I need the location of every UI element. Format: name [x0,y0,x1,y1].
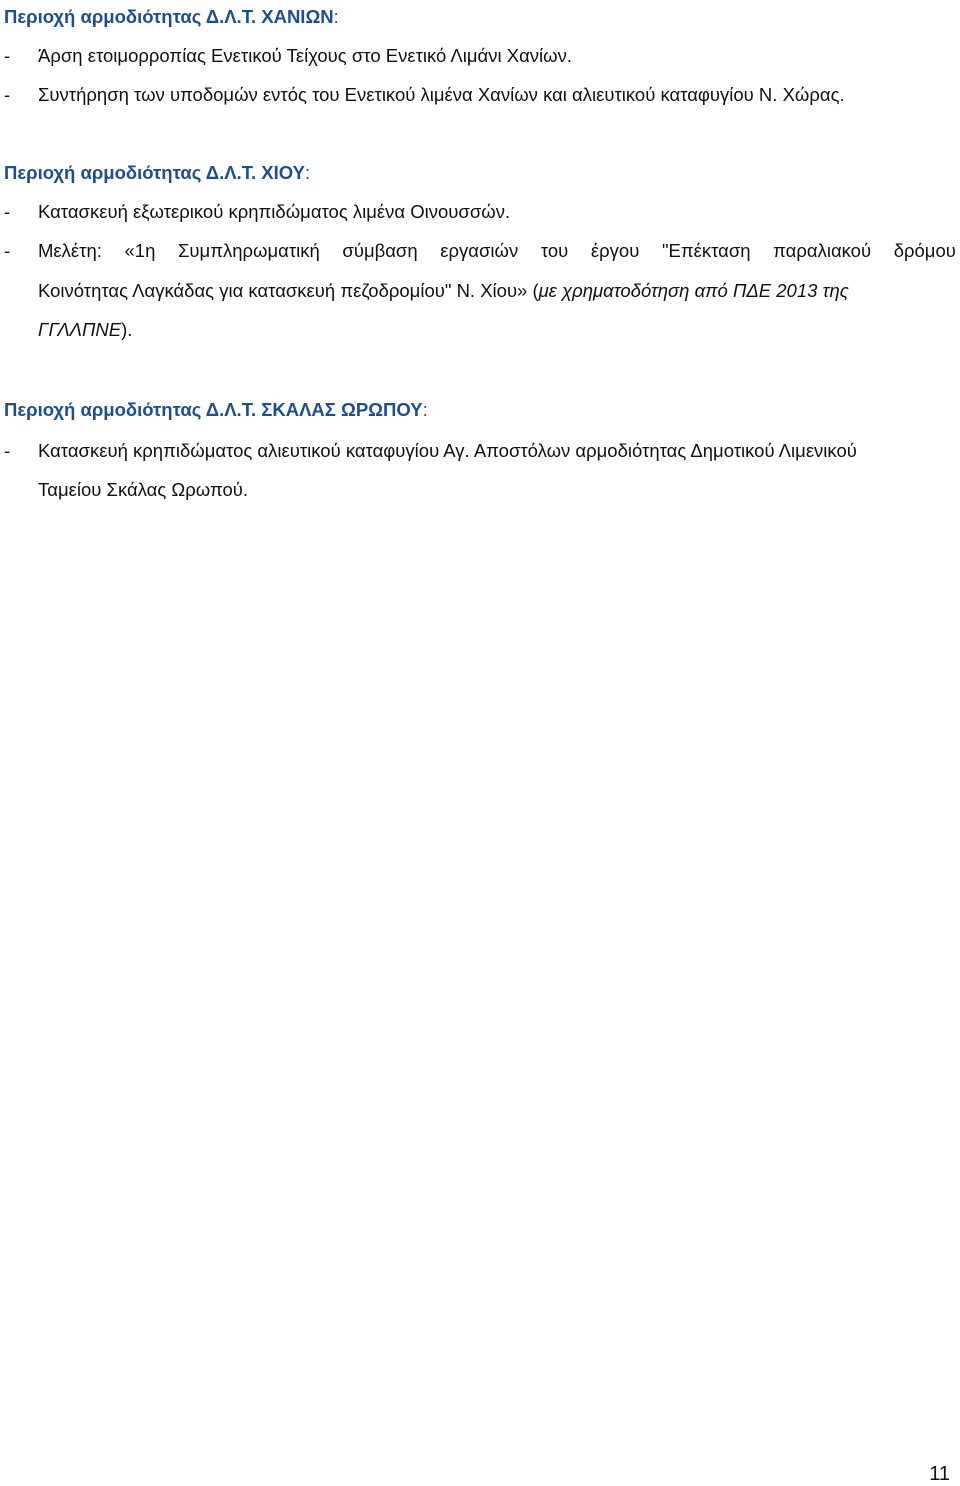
list-item: Συντήρηση των υποδομών εντός του Ενετικού λιμένα Χανίων και αλιευτικού καταφυγίου Ν. Χώρας. [38,84,845,105]
section-heading-chania: Περιοχή αρμοδιότητας Δ.Λ.Τ. ΧΑΝΙΩΝ: [4,6,339,27]
heading-area-name: ΧΙΟΥ [261,162,305,183]
section-heading-skala-oropou: Περιοχή αρμοδιότητας Δ.Λ.Τ. ΣΚΑΛΑΣ ΩΡΩΠΟΥ: [4,399,428,420]
heading-area-name: ΧΑΝΙΩΝ [261,6,334,27]
bullet-dash: - [4,440,11,461]
bullet-dash: - [4,240,11,261]
list-item-continuation: ΓΓΛΛΠΝΕ). [38,319,133,340]
list-item: Κατασκευή εξωτερικού κρηπιδώματος λιμένα Οινουσσών. [38,201,511,222]
list-item: Κατασκευή κρηπιδώματος αλιευτικού καταφυγίου Αγ. Αποστόλων αρμοδιότητας Δημοτικού Λιμενικού [38,440,857,461]
page-number: 11 [929,1463,950,1485]
bullet-dash: - [4,84,11,105]
heading-area-name: ΣΚΑΛΑΣ ΩΡΩΠΟΥ [261,399,423,420]
bullet-dash: - [4,45,11,66]
list-item-continuation: Κοινότητας Λαγκάδας για κατασκευή πεζοδρομίου" Ν. Χίου» (με χρηματοδότηση από ΠΔΕ 2013 της [38,280,849,301]
list-item: Άρση ετοιμορροπίας Ενετικού Τείχους στο Ενετικό Λιμάνι Χανίων. [38,45,572,66]
list-item-continuation: Ταμείου Σκάλας Ωρωπού. [38,479,248,500]
bullet-dash: - [4,201,11,222]
list-item-justified-line: Μελέτη: «1η Συμπληρωματική σύμβαση εργασιών του έργου "Επέκταση παραλιακού δρόμου [38,240,956,261]
section-heading-chios: Περιοχή αρμοδιότητας Δ.Λ.Τ. ΧΙΟΥ: [4,162,311,183]
